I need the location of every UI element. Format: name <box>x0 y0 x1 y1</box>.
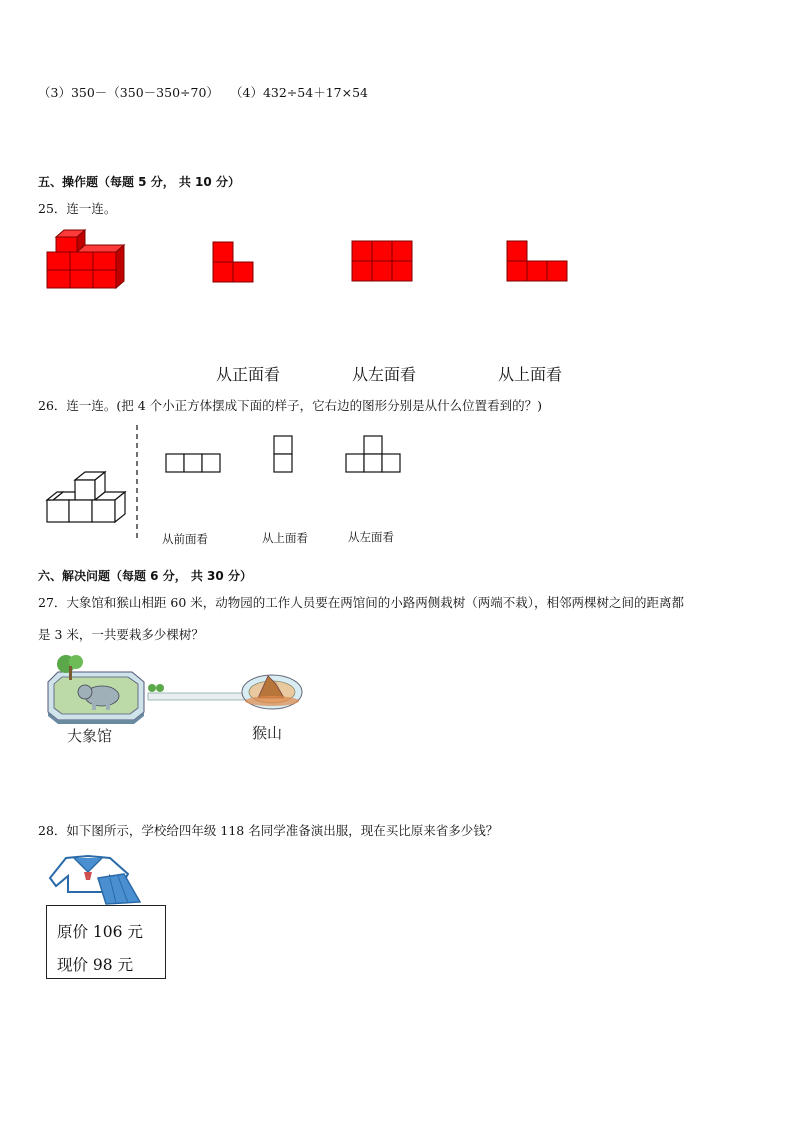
q25-label-top: 从上面看 <box>498 365 563 384</box>
elephant-house-icon <box>48 655 144 724</box>
q25-view-l-shape <box>213 242 253 282</box>
monkey-mountain-icon <box>242 675 302 709</box>
q25-label-front: 从正面看 <box>216 365 281 384</box>
q25-view-rectangle <box>352 241 412 281</box>
q25-solid-3d <box>47 230 124 288</box>
label-monkey-mountain: 猴山 <box>252 724 283 742</box>
q26-label-left: 从左面看 <box>348 530 394 544</box>
question-28-text: 28．如下图所示，学校给四年级 118 名同学准备演出服，现在买比原来省多少钱？ <box>38 823 499 838</box>
price-box <box>46 905 166 979</box>
path-trees <box>148 684 164 692</box>
question-27-line-1: 27．大象馆和猴山相距 60 米，动物园的工作人员要在两馆间的小路两侧栽树（两端不栽），相邻两棵树之间的距离都 <box>38 595 685 610</box>
q26-view-row <box>166 454 220 472</box>
section-6-heading: 六、解决问题（每题 6 分， 共 30 分） <box>38 569 252 583</box>
q26-cube-arrangement <box>47 472 125 522</box>
question-27-line-2: 是 3 米，一共要栽多少棵树？ <box>38 627 204 642</box>
question-25-text: 25．连一连。 <box>38 201 117 216</box>
zoo-map-illustration <box>40 654 310 724</box>
original-price: 原价 106 元 <box>57 923 143 941</box>
question-26-text: 26．连一连。(把 4 个小正方体摆成下面的样子，它右边的图形分别是从什么位置看到的？) <box>38 398 543 413</box>
q26-view-column <box>274 436 292 472</box>
q25-view-long-l <box>507 241 567 281</box>
arith-item-3: （3）350－（350－350÷70） <box>38 85 219 100</box>
section-5-heading: 五、操作题（每题 5 分， 共 10 分） <box>38 175 240 189</box>
q26-figures <box>40 420 420 540</box>
q26-view-t-shape <box>346 436 400 472</box>
q26-label-top: 从上面看 <box>262 531 308 545</box>
arith-item-4: （4）432÷54＋17×54 <box>230 85 368 100</box>
q25-figures <box>40 225 580 297</box>
current-price: 现价 98 元 <box>57 956 134 974</box>
q26-label-front: 从前面看 <box>162 532 208 546</box>
label-elephant-house: 大象馆 <box>67 727 113 745</box>
uniform-icon <box>44 848 144 906</box>
q25-label-left: 从左面看 <box>352 365 417 384</box>
